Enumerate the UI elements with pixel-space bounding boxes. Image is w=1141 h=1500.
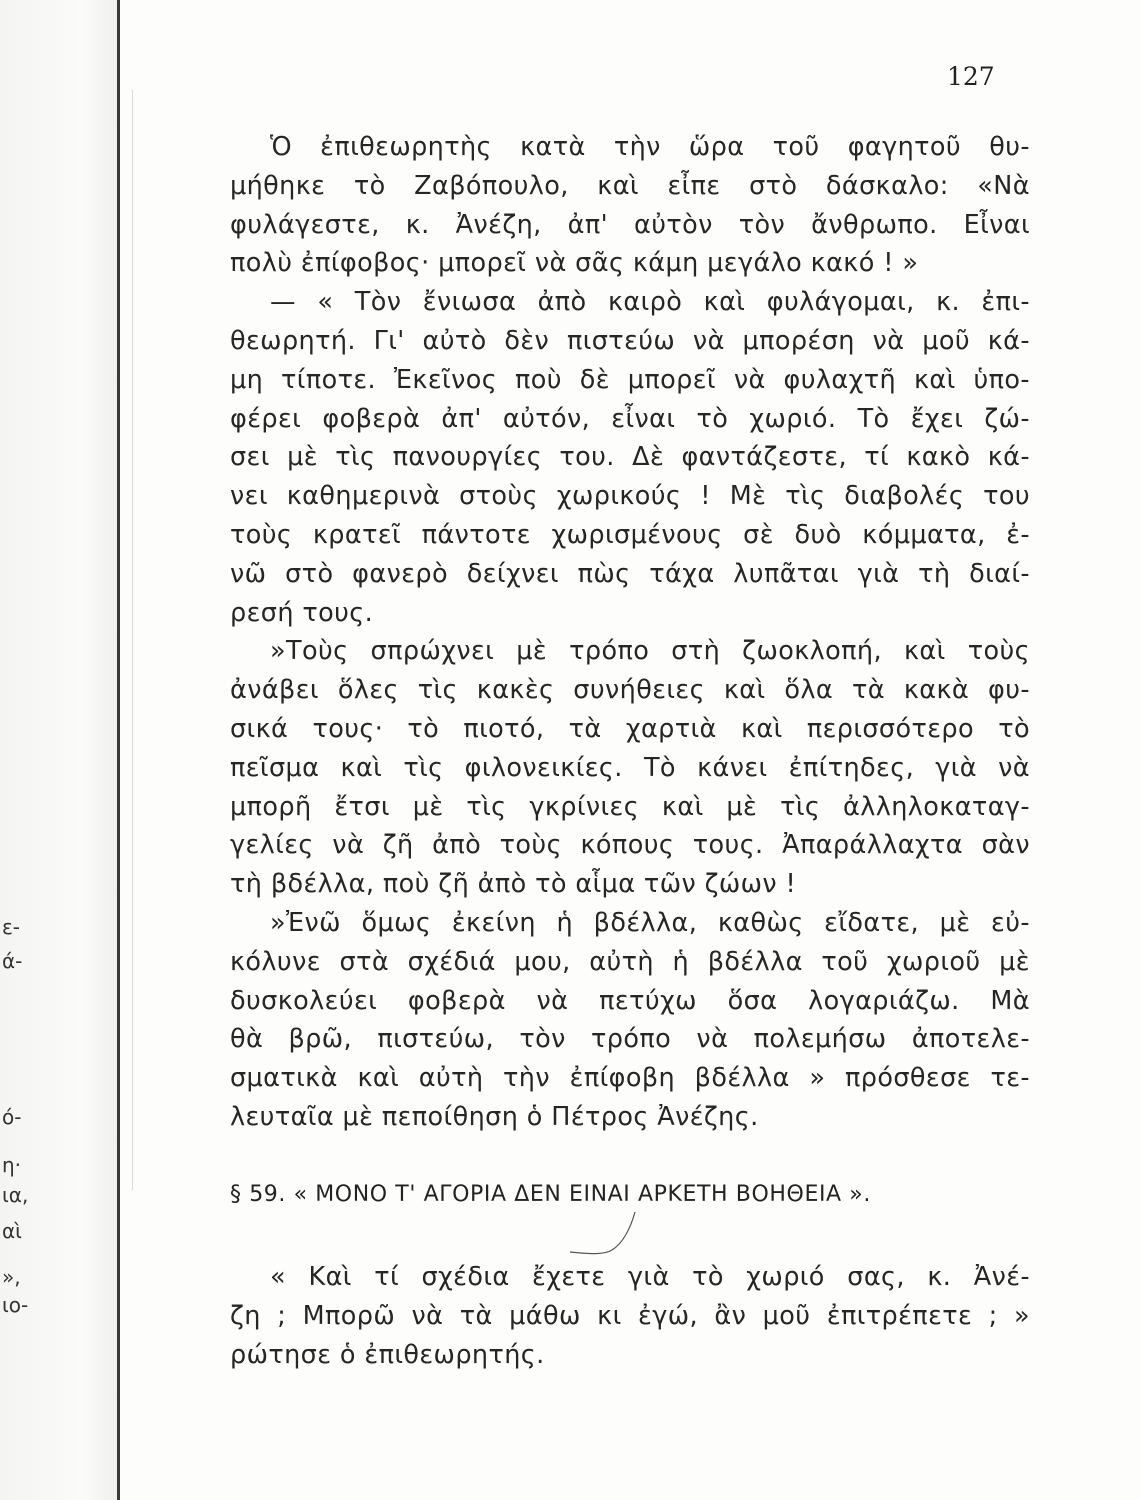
text-line: λευταῖα μὲ πεποίθηση ὁ Πέτρος Ἀνέζης. (230, 1101, 759, 1132)
text-line: νει καθημερινὰ στοὺς χωρικούς ! Μὲ τὶς διαβολές του (230, 481, 1030, 512)
text-line: γελίες νὰ ζῆ ἀπὸ τοὺς κόπους τους. Ἀπαράλλαχτα σὰν (230, 830, 1030, 861)
text-line: »Τοὺς σπρώχνει μὲ τρόπο στὴ ζωοκλοπή, καὶ τοὺς (270, 636, 1030, 667)
text-line: πεῖσμα καὶ τὶς φιλονεικίες. Τὸ κάνει ἐπίτηδες, γιὰ νὰ (230, 752, 1030, 783)
fragment: ό- (2, 1105, 22, 1129)
fragment: », (2, 1265, 21, 1289)
text-line: ρώτησε ὁ ἐπιθεωρητής. (230, 1339, 545, 1370)
fragment: ια, (2, 1183, 29, 1207)
text-line: μήθηκε τὸ Ζαβόπουλο, καὶ εἶπε στὸ δάσκαλο: «Νὰ (230, 170, 1030, 201)
text-line: μη τίποτε. Ἐκεῖνος ποὺ δὲ μπορεῖ νὰ φυλαχτῆ καὶ ὑπο- (230, 364, 1030, 395)
text-line: Ὁ ἐπιθεωρητὴς κατὰ τὴν ὥρα τοῦ φαγητοῦ θυ- (270, 132, 1030, 162)
fragment: ε- (2, 915, 21, 939)
text-line: μπορῆ ἔτσι μὲ τὶς γκρίνιες καὶ μὲ τὶς ἀλληλοκαταγ- (230, 791, 1030, 822)
text-line: θεωρητή. Γι' αὐτὸ δὲν πιστεύω νὰ μπορέση νὰ μοῦ κά- (230, 325, 1030, 356)
text-line: — « Τὸν ἔνιωσα ἀπὸ καιρὸ καὶ φυλάγομαι, κ. ἐπι- (270, 287, 1030, 318)
fragment: η· (2, 1153, 22, 1177)
text-line: φέρει φοβερὰ ἀπ' αὐτόν, εἶναι τὸ χωριό. Τὸ ἔχει ζώ- (230, 403, 1030, 434)
text-line: « Καὶ τί σχέδια ἔχετε γιὰ τὸ χωριό σας, κ. Ἀνέ- (270, 1262, 1030, 1292)
closing-text (230, 1258, 1030, 1374)
section-heading: § 59. « ΜΟΝΟ Τ' ΑΓΟΡΙΑ ΔΕΝ ΕΙΝΑΙ ΑΡΚΕΤΗ ΒΟΗΘΕΙΑ ». (230, 1182, 871, 1207)
page-number: 127 (947, 62, 995, 91)
text-line: ἀνάβει ὅλες τὶς κακὲς συνήθειες καὶ ὅλα τὰ κακὰ φυ- (230, 675, 1030, 706)
text-line: δυσκολεύει φοβερὰ νὰ πετύχω ὅσα λογαριάζω. Μὰ (230, 985, 1030, 1016)
text-line: σει μὲ τὶς πανουργίες του. Δὲ φαντάζεστε, τί κακὸ κά- (230, 442, 1030, 473)
text-line: τοὺς κρατεῖ πάντοτε χωρισμένους σὲ δυὸ κόμματα, ἐ- (230, 519, 1030, 550)
fragment: ά- (2, 949, 23, 973)
text-line: σικά τους· τὸ πιοτό, τὰ χαρτιὰ καὶ περισσότερο τὸ (230, 713, 1030, 744)
text-line: σματικὰ καὶ αὐτὴ τὴν ἐπίφοβη βδέλλα » πρόσθεσε τε- (230, 1063, 1030, 1094)
text-line: τὴ βδέλλα, ποὺ ζῆ ἀπὸ τὸ αἷμα τῶν ζώων ! (230, 869, 797, 900)
binding-line (117, 0, 120, 1500)
text-line: νῶ στὸ φανερὸ δείχνει πὼς τάχα λυπᾶται γιὰ τὴ διαί- (230, 558, 1030, 589)
text-line: φυλάγεστε, κ. Ἀνέζη, ἀπ' αὐτὸν τὸν ἄνθρωπο. Εἶναι (230, 209, 1030, 240)
text-line: θὰ βρῶ, πιστεύω, τὸν τρόπο νὰ πολεμήσω ἀποτελε- (230, 1024, 1030, 1055)
text-line: κόλυνε στὰ σχέδιά μου, αὐτὴ ἡ βδέλλα τοῦ χωριοῦ μὲ (230, 946, 1030, 977)
faint-margin-rule (132, 90, 133, 1190)
text-line: »Ἐνῶ ὅμως ἐκείνη ἡ βδέλλα, καθὼς εἴδατε, μὲ εὐ- (270, 907, 1030, 938)
fragment: αὶ (2, 1219, 22, 1243)
body-text (230, 128, 1030, 1137)
text-line: ρεσή τους. (230, 597, 374, 628)
text-line: πολὺ ἐπίφοβος· μπορεῖ νὰ σᾶς κάμη μεγάλο κακό ! » (230, 248, 919, 279)
text-line: ζη ; Μπορῶ νὰ τὰ μάθω κι ἐγώ, ἂν μοῦ ἐπιτρέπετε ; » (230, 1300, 1030, 1331)
pen-mark (560, 1210, 660, 1260)
fragment: ιο- (2, 1293, 29, 1317)
